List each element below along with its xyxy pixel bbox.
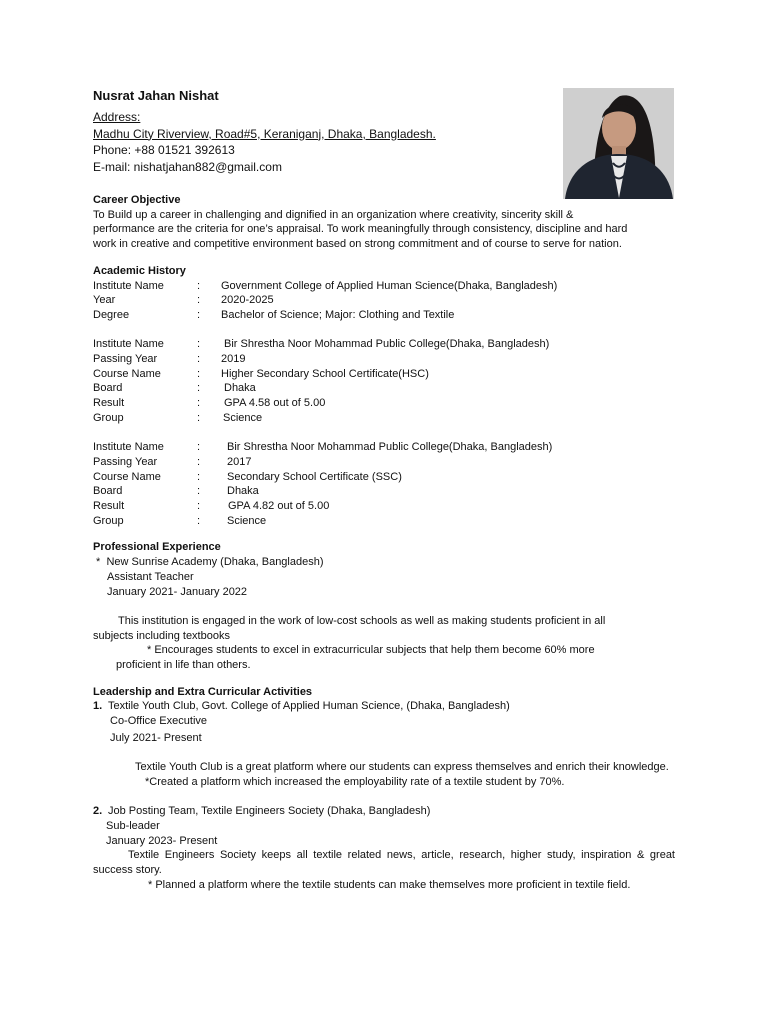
academic-row: Passing Year : 2017: [93, 455, 675, 470]
experience-desc: This institution is engaged in the work of low-cost schools as well as making students proficient in all: [118, 614, 606, 627]
experience-bullet: * Encourages students to excel in extracurricular subjects that help them become 60% more: [147, 644, 595, 657]
academic-row: Institute Name : Bir Shrestha Noor Mohammad Public College(Dhaka, Bangladesh): [93, 337, 675, 352]
academic-row: Institute Name : Bir Shrestha Noor Mohammad Public College(Dhaka, Bangladesh): [93, 440, 675, 455]
academic-history: [93, 279, 675, 529]
field-value: Higher Secondary School Certificate(HSC): [221, 367, 429, 380]
candidate-name: Nusrat Jahan Nishat: [93, 88, 219, 103]
field-value: Secondary School Certificate (SSC): [227, 470, 402, 483]
field-value: Dhaka: [224, 382, 256, 395]
field-value: 2019: [221, 353, 246, 366]
academic-row: Group : Science: [93, 514, 675, 529]
career-line: To Build up a career in challenging and dignified in an organization where creativity, sincerity skill &: [93, 208, 574, 221]
career-objective-text: [93, 208, 675, 252]
professional-experience: [93, 555, 675, 673]
field-label: Year: [93, 294, 116, 307]
field-label: Degree: [93, 308, 130, 321]
field-label: Institute Name: [93, 441, 164, 454]
field-label: Passing Year: [93, 455, 158, 468]
academic-row: Result : GPA 4.82 out of 5.00: [93, 499, 675, 514]
address-text: Madhu City Riverview, Road#5, Keraniganj, Dhaka, Bangladesh.: [93, 126, 436, 141]
item-number: 2.: [93, 805, 103, 818]
activity-desc: Textile Engineers Society keeps all textile related news, article, research, higher study, inspiration & great success story.: [93, 849, 675, 877]
experience-desc: subjects including textbooks: [93, 629, 230, 642]
activity-period: January 2023- Present: [106, 834, 218, 847]
activity-desc: Textile Youth Club is a great platform where our students can express themselves and enrich their knowledge.: [135, 761, 669, 774]
activity-org: Job Posting Team, Textile Engineers Society (Dhaka, Bangladesh): [108, 805, 431, 818]
academic-history-heading: Academic History: [93, 264, 186, 277]
academic-row: Result : GPA 4.58 out of 5.00: [93, 396, 675, 411]
academic-row: Year : 2020-2025: [93, 293, 675, 308]
field-value: Science: [227, 514, 267, 527]
experience-role: Assistant Teacher: [107, 570, 194, 583]
activity-bullet: * Planned a platform where the textile students can make themselves more proficient in textile field.: [148, 878, 631, 891]
academic-row: Degree : Bachelor of Science; Major: Clothing and Textile: [93, 308, 675, 323]
experience-bullet: proficient in life than others.: [116, 659, 251, 672]
field-value: 2017: [227, 455, 252, 468]
activity-role: Co-Office Executive: [110, 715, 208, 728]
field-value: Bir Shrestha Noor Mohammad Public College(Dhaka, Bangladesh): [227, 441, 553, 454]
contact-block: [93, 109, 675, 175]
activity-period: July 2021- Present: [110, 731, 202, 744]
field-label: Board: [93, 485, 123, 498]
item-number: 1.: [93, 700, 103, 713]
phone-text: Phone: +88 01521 392613: [93, 143, 235, 157]
leadership-heading: Leadership and Extra Curricular Activities: [93, 685, 313, 698]
career-objective-heading: Career Objective: [93, 194, 181, 206]
career-line: work in creative and competitive environment based on strong commitment and of course to serve for nation.: [93, 238, 622, 251]
field-value: Science: [223, 411, 263, 424]
leadership-activities: [93, 699, 675, 892]
professional-experience-heading: Professional Experience: [93, 541, 221, 554]
field-label: Result: [93, 500, 125, 513]
academic-row: Course Name : Higher Secondary School Certificate(HSC): [93, 367, 675, 382]
activity-role: Sub-leader: [106, 820, 160, 833]
experience-period: January 2021- January 2022: [107, 585, 248, 598]
field-value: Bir Shrestha Noor Mohammad Public College(Dhaka, Bangladesh): [224, 338, 550, 351]
activity-bullet: *Created a platform which increased the employability rate of a textile student by 70%.: [145, 775, 565, 788]
academic-row: Board : Dhaka: [93, 484, 675, 499]
academic-row: Course Name : Secondary School Certificate (SSC): [93, 470, 675, 485]
field-value: GPA 4.82 out of 5.00: [228, 500, 330, 513]
experience-org: * New Sunrise Academy (Dhaka, Bangladesh): [93, 556, 324, 569]
field-label: Result: [93, 397, 125, 410]
field-label: Institute Name: [93, 279, 164, 292]
career-line: performance are the criteria for one’s appraisal. To work meaningfully through consistency, discipline and hard: [93, 223, 628, 236]
academic-row: Institute Name : Government College of Applied Human Science(Dhaka, Bangladesh): [93, 279, 675, 294]
field-value: 2020-2025: [221, 294, 274, 307]
field-label: Course Name: [93, 367, 161, 380]
academic-row: Board : Dhaka: [93, 381, 675, 396]
field-label: Course Name: [93, 470, 161, 483]
field-label: Board: [93, 382, 123, 395]
field-label: Institute Name: [93, 338, 164, 351]
academic-row: Passing Year : 2019: [93, 352, 675, 367]
field-label: Group: [93, 514, 124, 527]
field-value: Government College of Applied Human Science(Dhaka, Bangladesh): [221, 279, 558, 292]
field-value: GPA 4.58 out of 5.00: [224, 397, 326, 410]
field-label: Group: [93, 411, 124, 424]
activity-org: Textile Youth Club, Govt. College of Applied Human Science, (Dhaka, Bangladesh): [108, 700, 510, 713]
address-label: Address:: [93, 110, 141, 124]
field-value: Bachelor of Science; Major: Clothing and Textile: [221, 308, 455, 321]
academic-row: Group : Science: [93, 411, 675, 426]
field-label: Passing Year: [93, 353, 158, 366]
activity-item: [93, 804, 675, 819]
activity-item: [93, 699, 675, 714]
field-value: Dhaka: [227, 485, 259, 498]
email-text: E-mail: nishatjahan882@gmail.com: [93, 159, 282, 174]
resume-body: [93, 88, 675, 893]
